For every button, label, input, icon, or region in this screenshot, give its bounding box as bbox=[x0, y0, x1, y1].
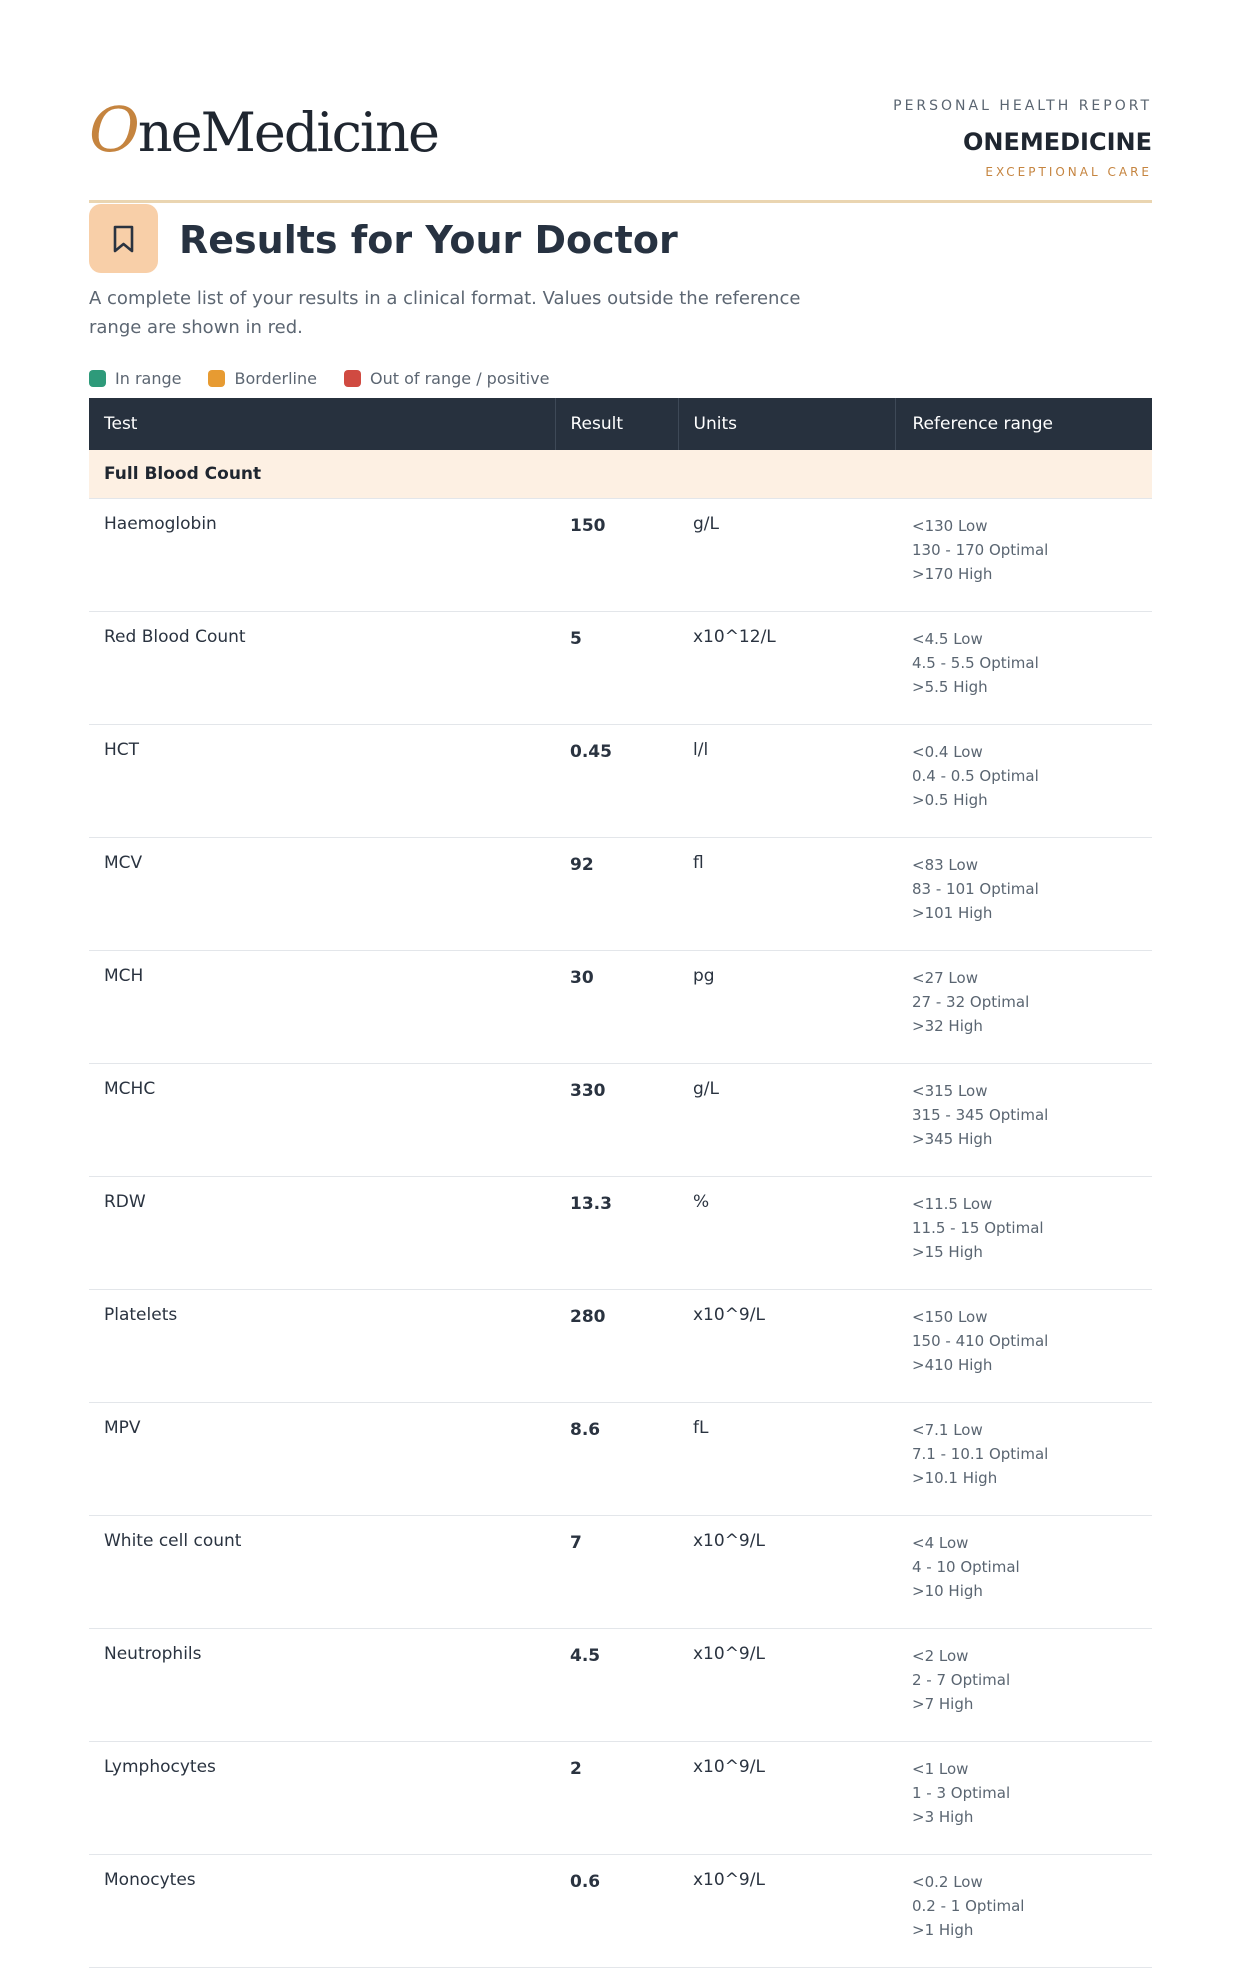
reference-range bbox=[895, 1290, 1152, 1403]
reference-range-line: <7.1 Low bbox=[912, 1421, 983, 1439]
test-name: Monocytes bbox=[89, 1855, 555, 1968]
reference-range-line: 0.2 - 1 Optimal bbox=[912, 1897, 1025, 1915]
reference-range bbox=[895, 1403, 1152, 1516]
reference-range-line: <130 Low bbox=[912, 517, 988, 535]
test-unit: x10^9/L bbox=[678, 1855, 895, 1968]
legend-label: Out of range / positive bbox=[369, 368, 550, 388]
test-result: 30 bbox=[555, 951, 678, 1064]
test-name: Red Blood Count bbox=[89, 612, 555, 725]
section-row bbox=[89, 450, 1152, 499]
test-name: Haemoglobin bbox=[89, 499, 555, 612]
reference-range-line: <2 Low bbox=[912, 1647, 969, 1665]
test-unit: x10^9/L bbox=[678, 1516, 895, 1629]
reference-range-line: <83 Low bbox=[912, 856, 978, 874]
reference-range bbox=[895, 838, 1152, 951]
test-unit: x10^9/L bbox=[678, 1629, 895, 1742]
reference-range-line: 7.1 - 10.1 Optimal bbox=[912, 1445, 1049, 1463]
test-unit: g/L bbox=[678, 1064, 895, 1177]
test-unit: pg bbox=[678, 951, 895, 1064]
legend-item bbox=[344, 369, 549, 388]
brand-tagline: EXCEPTIONAL CARE bbox=[985, 165, 1152, 179]
reference-range-line: 83 - 101 Optimal bbox=[912, 880, 1039, 898]
test-result: 0.6 bbox=[555, 1855, 678, 1968]
reference-range bbox=[895, 1629, 1152, 1742]
reference-range-line: <27 Low bbox=[912, 969, 978, 987]
table-row bbox=[89, 1742, 1152, 1855]
reference-range-line: >170 High bbox=[912, 565, 993, 583]
table-row bbox=[89, 612, 1152, 725]
legend-label: Borderline bbox=[234, 368, 317, 388]
reference-range-line: <315 Low bbox=[912, 1082, 988, 1100]
test-result: 330 bbox=[555, 1064, 678, 1177]
test-unit: x10^9/L bbox=[678, 1742, 895, 1855]
test-result: 13.3 bbox=[555, 1177, 678, 1290]
reference-range-line: >345 High bbox=[912, 1130, 993, 1148]
brand-name: ONEMEDICINE bbox=[962, 128, 1152, 156]
reference-range-line: <4.5 Low bbox=[912, 630, 983, 648]
test-unit: x10^12/L bbox=[678, 612, 895, 725]
reference-range-line: >7 High bbox=[912, 1695, 974, 1713]
reference-range-line: >10.1 High bbox=[912, 1469, 998, 1487]
page-subtitle: A complete list of your results in a clinical format. Values outside the reference range are shown in red. bbox=[89, 288, 801, 338]
test-result: 150 bbox=[555, 499, 678, 612]
reference-range-line: >3 High bbox=[912, 1808, 974, 1826]
reference-range bbox=[895, 1177, 1152, 1290]
test-result: 280 bbox=[555, 1290, 678, 1403]
test-result: 2 bbox=[555, 1742, 678, 1855]
reference-range-line: 11.5 - 15 Optimal bbox=[912, 1219, 1044, 1237]
reference-range bbox=[895, 1855, 1152, 1968]
test-result: 7 bbox=[555, 1516, 678, 1629]
column-header-result: Result bbox=[555, 398, 678, 450]
table-row bbox=[89, 1064, 1152, 1177]
legend-swatch bbox=[208, 370, 225, 387]
reference-range bbox=[895, 951, 1152, 1064]
column-header-test: Test bbox=[89, 398, 555, 450]
table-row bbox=[89, 1855, 1152, 1968]
test-unit: fl bbox=[678, 838, 895, 951]
column-header-units: Units bbox=[678, 398, 895, 450]
reference-range-line: <4 Low bbox=[912, 1534, 969, 1552]
test-name: White cell count bbox=[89, 1516, 555, 1629]
reference-range bbox=[895, 612, 1152, 725]
table-row bbox=[89, 1290, 1152, 1403]
column-header-reference-range: Reference range bbox=[895, 398, 1152, 450]
legend-item bbox=[89, 369, 181, 388]
report-kicker: PERSONAL HEALTH REPORT bbox=[893, 98, 1152, 114]
test-unit: g/L bbox=[678, 499, 895, 612]
reference-range-line: <150 Low bbox=[912, 1308, 988, 1326]
reference-range-line: 4 - 10 Optimal bbox=[912, 1558, 1020, 1576]
header-brand-block bbox=[893, 96, 1152, 180]
test-name: Neutrophils bbox=[89, 1629, 555, 1742]
page-title: Results for Your Doctor bbox=[179, 218, 678, 262]
test-name: MPV bbox=[89, 1403, 555, 1516]
table-header-row bbox=[89, 398, 1152, 450]
table-row bbox=[89, 1177, 1152, 1290]
reference-range-line: >15 High bbox=[912, 1243, 983, 1261]
test-result: 0.45 bbox=[555, 725, 678, 838]
test-result: 92 bbox=[555, 838, 678, 951]
test-result: 8.6 bbox=[555, 1403, 678, 1516]
bookmark-icon bbox=[89, 204, 158, 273]
section-title: Full Blood Count bbox=[89, 450, 1152, 499]
reference-range bbox=[895, 1064, 1152, 1177]
reference-range-line: <11.5 Low bbox=[912, 1195, 993, 1213]
test-unit: x10^9/L bbox=[678, 1290, 895, 1403]
reference-range-line: 130 - 170 Optimal bbox=[912, 541, 1049, 559]
reference-range-line: <1 Low bbox=[912, 1760, 969, 1778]
reference-range-line: >410 High bbox=[912, 1356, 993, 1374]
legend-swatch bbox=[344, 370, 361, 387]
reference-range bbox=[895, 1516, 1152, 1629]
reference-range-line: 2 - 7 Optimal bbox=[912, 1671, 1011, 1689]
reference-range-line: <0.4 Low bbox=[912, 743, 983, 761]
test-unit: % bbox=[678, 1177, 895, 1290]
reference-range-line: <0.2 Low bbox=[912, 1873, 983, 1891]
reference-range-line: >101 High bbox=[912, 904, 993, 922]
test-name: Lymphocytes bbox=[89, 1742, 555, 1855]
reference-range bbox=[895, 725, 1152, 838]
table-row bbox=[89, 838, 1152, 951]
reference-range-line: 4.5 - 5.5 Optimal bbox=[912, 654, 1039, 672]
reference-range bbox=[895, 1742, 1152, 1855]
reference-range-line: 0.4 - 0.5 Optimal bbox=[912, 767, 1039, 785]
test-name: Platelets bbox=[89, 1290, 555, 1403]
test-result: 4.5 bbox=[555, 1629, 678, 1742]
reference-range-line: 27 - 32 Optimal bbox=[912, 993, 1030, 1011]
table-row bbox=[89, 725, 1152, 838]
test-name: HCT bbox=[89, 725, 555, 838]
legend-item bbox=[208, 369, 317, 388]
test-unit: l/l bbox=[678, 725, 895, 838]
table-row bbox=[89, 1516, 1152, 1629]
onemedicine-logo: OneMedicine bbox=[89, 93, 438, 166]
reference-range-line: >1 High bbox=[912, 1921, 974, 1939]
test-name: MCHC bbox=[89, 1064, 555, 1177]
table-row bbox=[89, 1403, 1152, 1516]
reference-range-line: 150 - 410 Optimal bbox=[912, 1332, 1049, 1350]
test-name: RDW bbox=[89, 1177, 555, 1290]
results-table bbox=[89, 398, 1152, 1968]
test-unit: fL bbox=[678, 1403, 895, 1516]
reference-range-line: >10 High bbox=[912, 1582, 983, 1600]
reference-range-line: >0.5 High bbox=[912, 791, 988, 809]
test-result: 5 bbox=[555, 612, 678, 725]
report-header bbox=[89, 93, 1152, 203]
legend-label: In range bbox=[115, 368, 182, 388]
reference-range-line: 1 - 3 Optimal bbox=[912, 1784, 1011, 1802]
reference-range-line: >5.5 High bbox=[912, 678, 988, 696]
reference-range bbox=[895, 499, 1152, 612]
table-row bbox=[89, 1629, 1152, 1742]
test-name: MCV bbox=[89, 838, 555, 951]
table-row bbox=[89, 499, 1152, 612]
legend-swatch bbox=[89, 370, 106, 387]
test-name: MCH bbox=[89, 951, 555, 1064]
table-row bbox=[89, 951, 1152, 1064]
reference-range-line: >32 High bbox=[912, 1017, 983, 1035]
status-legend bbox=[89, 367, 576, 389]
reference-range-line: 315 - 345 Optimal bbox=[912, 1106, 1049, 1124]
